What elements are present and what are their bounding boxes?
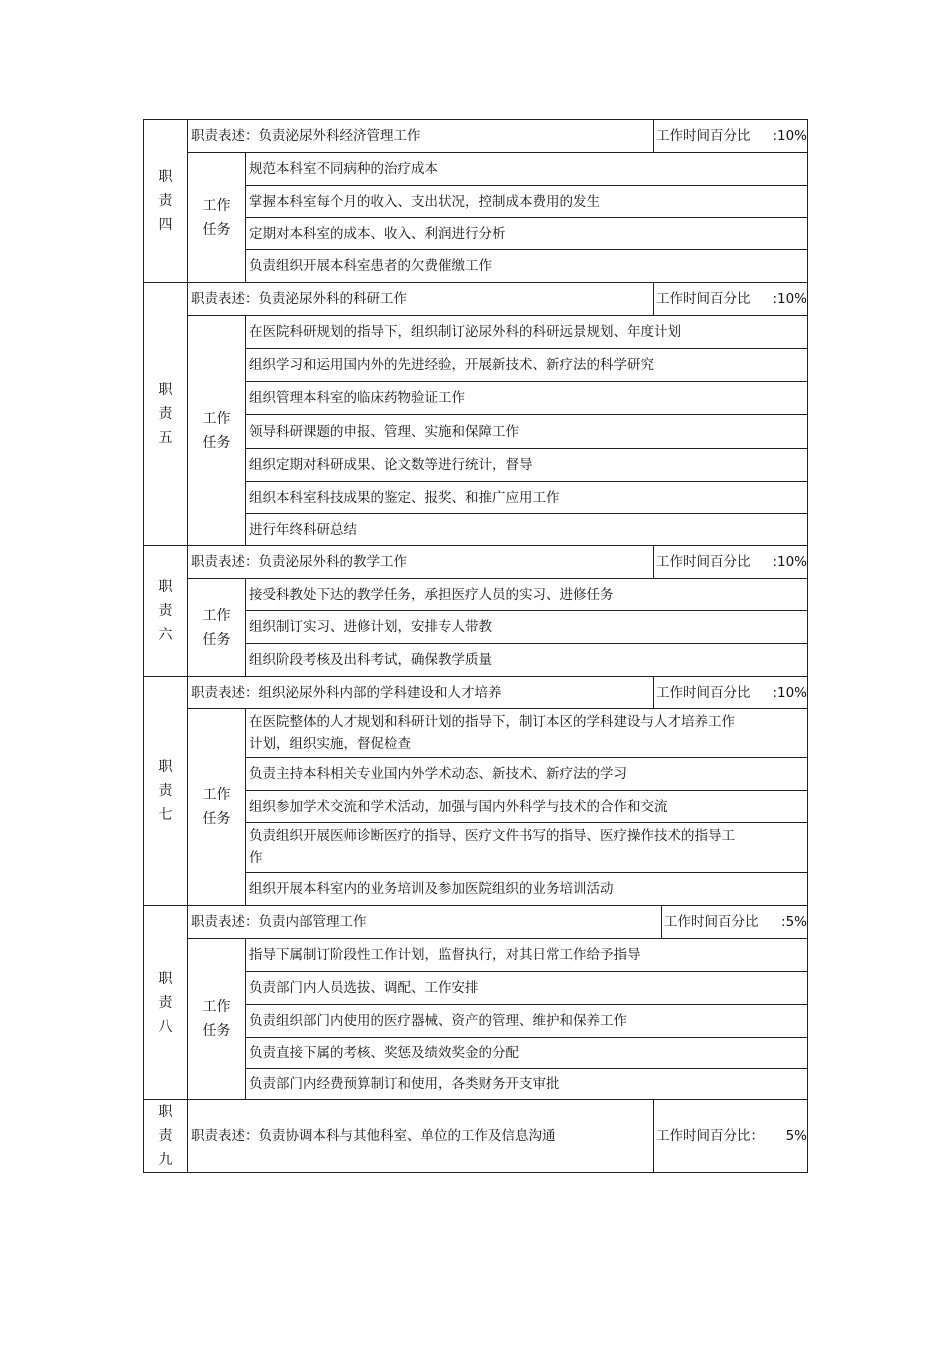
task-item: 负责组织开展医师诊断医疗的指导、医疗文件书写的指导、医疗操作技术的指导工作 <box>245 822 808 873</box>
section-label-text: 职责八 <box>158 970 173 1035</box>
time-percentage <box>653 282 808 316</box>
task-item: 组织管理本科室的临床药物验证工作 <box>245 381 808 415</box>
task-item: 组织本科室科技成果的鉴定、报奖、和推广应用工作 <box>245 481 808 514</box>
duty-description: 职责表述：组织泌尿外科内部的学科建设和人才培养 <box>187 676 654 709</box>
task-label-cell <box>187 938 246 1100</box>
task-item: 组织开展本科室内的业务培训及参加医院组织的业务培训活动 <box>245 872 808 906</box>
duty-description: 职责表述：负责泌尿外科经济管理工作 <box>187 119 654 153</box>
time-percentage-value: :5% <box>781 914 807 930</box>
time-percentage-value: :10% <box>772 554 807 570</box>
task-label-cell <box>187 152 246 283</box>
section-label <box>143 1099 188 1173</box>
task-item: 组织定期对科研成果、论文数等进行统计，督导 <box>245 448 808 482</box>
task-label: 工作任务 <box>202 607 231 648</box>
time-percentage <box>653 676 808 709</box>
task-label-cell <box>187 578 246 677</box>
duty-description: 职责表述：负责协调本科与其他科室、单位的工作及信息沟通 <box>187 1099 654 1173</box>
task-item: 在医院整体的人才规划和科研计划的指导下，制订本区的学科建设与人才培养工作计划，组织实施，督促检查 <box>245 708 808 758</box>
task-item: 定期对本科室的成本、收入、利润进行分析 <box>245 217 808 250</box>
section-label-text: 职责四 <box>158 169 173 233</box>
task-item: 规范本科室不同病种的治疗成本 <box>245 152 808 186</box>
section-label <box>143 282 188 546</box>
duty-description: 职责表述：负责泌尿外科的教学工作 <box>187 545 654 579</box>
section-label <box>143 545 188 677</box>
duty-description: 职责表述：负责内部管理工作 <box>187 905 662 939</box>
task-item: 负责主持本科相关专业国内外学术动态、新技术、新疗法的学习 <box>245 757 808 791</box>
task-label: 工作任务 <box>202 410 231 451</box>
task-item: 接受科教处下达的教学任务，承担医疗人员的实习、进修任务 <box>245 578 808 611</box>
task-item: 领导科研课题的申报、管理、实施和保障工作 <box>245 414 808 449</box>
task-item: 组织制订实习、进修计划，安排专人带教 <box>245 610 808 644</box>
task-label: 工作任务 <box>202 787 231 827</box>
task-label: 工作任务 <box>202 197 231 238</box>
time-percentage-label: 工作时间百分比 <box>656 128 751 144</box>
time-percentage-value: :10% <box>772 684 807 701</box>
section-label-text: 职责五 <box>158 382 173 446</box>
time-percentage-label: 工作时间百分比 <box>656 554 751 570</box>
section-label <box>143 676 188 906</box>
task-item: 组织参加学术交流和学术活动，加强与国内外科学与技术的合作和交流 <box>245 790 808 823</box>
section-label-text: 职责九 <box>158 1104 173 1168</box>
task-item: 指导下属制订阶段性工作计划，监督执行，对其日常工作给予指导 <box>245 938 808 972</box>
time-percentage <box>653 119 808 153</box>
task-item: 负责组织部门内使用的医疗器械、资产的管理、维护和保养工作 <box>245 1004 808 1038</box>
time-percentage <box>653 545 808 579</box>
task-item: 负责部门内经费预算制订和使用，各类财务开支审批 <box>245 1068 808 1100</box>
time-percentage <box>661 905 808 939</box>
section-label <box>143 119 188 283</box>
duty-description: 职责表述：负责泌尿外科的科研工作 <box>187 282 654 316</box>
task-item: 负责直接下属的考核、奖惩及绩效奖金的分配 <box>245 1037 808 1069</box>
time-percentage-label: 工作时间百分比 <box>656 291 751 307</box>
task-item: 组织学习和运用国内外的先进经验，开展新技术、新疗法的科学研究 <box>245 348 808 382</box>
task-label: 工作任务 <box>202 999 231 1039</box>
time-percentage-value: :10% <box>772 291 807 307</box>
time-percentage-label: 工作时间百分比 <box>664 914 759 930</box>
task-item: 掌握本科室每个月的收入、支出状况，控制成本费用的发生 <box>245 185 808 218</box>
section-label-text: 职责七 <box>158 759 173 823</box>
time-percentage-value: 5% <box>785 1128 807 1144</box>
task-item: 负责组织开展本科室患者的欠费催缴工作 <box>245 249 808 283</box>
time-percentage-label: 工作时间百分比： <box>656 1128 764 1144</box>
section-label <box>143 905 188 1100</box>
task-item: 组织阶段考核及出科考试，确保教学质量 <box>245 643 808 677</box>
time-percentage-label: 工作时间百分比 <box>656 684 751 701</box>
time-percentage <box>653 1099 808 1173</box>
time-percentage-value: :10% <box>772 128 807 144</box>
task-item: 在医院科研规划的指导下，组织制订泌尿外科的科研远景规划、年度计划 <box>245 315 808 349</box>
task-label-cell <box>187 315 246 546</box>
section-label-text: 职责六 <box>158 579 173 643</box>
task-item: 负责部门内人员选拔、调配、工作安排 <box>245 971 808 1005</box>
task-label-cell <box>187 708 246 906</box>
task-item: 进行年终科研总结 <box>245 513 808 546</box>
